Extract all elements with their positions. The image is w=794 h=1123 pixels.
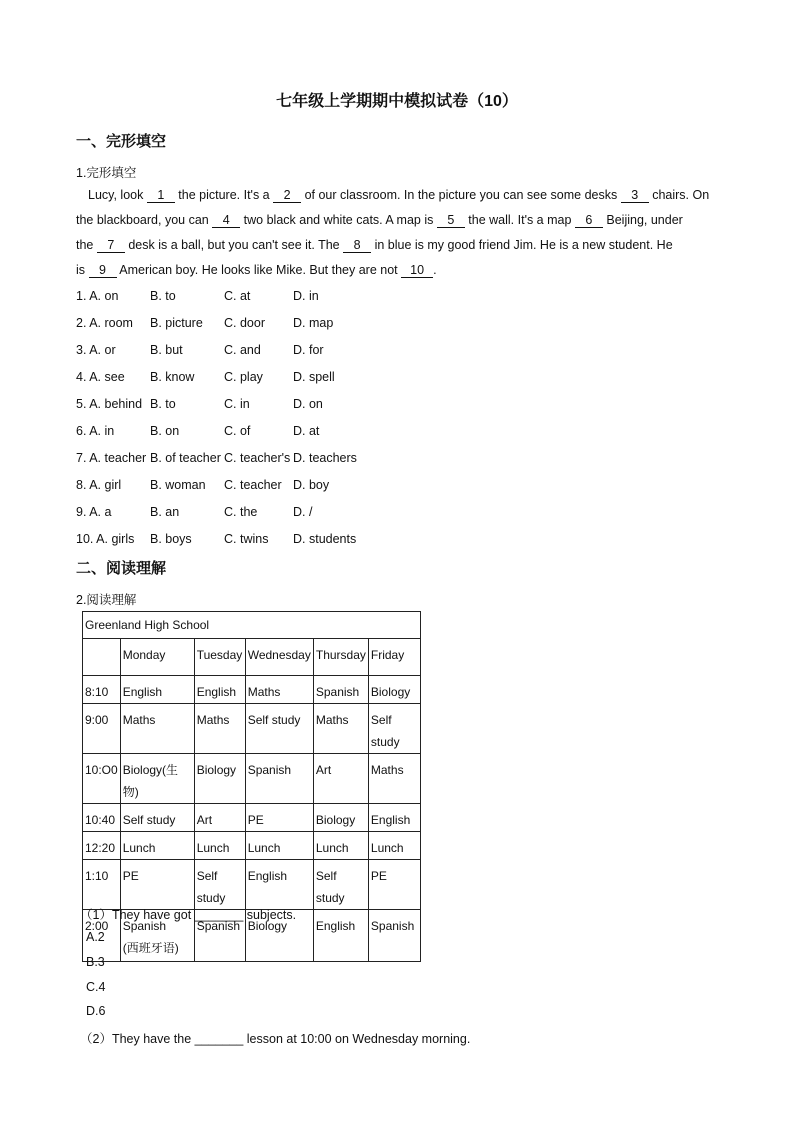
schedule-row bbox=[83, 704, 421, 754]
schedule-subject-cell: Self study bbox=[245, 704, 313, 754]
schedule-subject-cell: Maths bbox=[245, 676, 313, 704]
option-b: B. boys bbox=[150, 532, 192, 546]
question-label-reading: 2.阅读理解 bbox=[76, 593, 137, 607]
passage-text: the picture. It's a bbox=[174, 188, 274, 202]
option-b: B. of teacher bbox=[150, 451, 221, 465]
passage-text: the bbox=[76, 238, 97, 252]
schedule-time-cell: 10:O0 bbox=[83, 754, 121, 804]
option-b: B. to bbox=[150, 397, 176, 411]
option-d: D. students bbox=[293, 532, 357, 546]
blank-number: 1 bbox=[147, 189, 175, 203]
schedule-row bbox=[83, 754, 421, 804]
schedule-subject-cell: Lunch bbox=[245, 832, 313, 860]
schedule-subject-cell: Lunch bbox=[194, 832, 245, 860]
option-b: B. know bbox=[150, 370, 195, 384]
schedule-subject-cell: Biology bbox=[368, 676, 420, 704]
schedule-subject-cell: Art bbox=[194, 804, 245, 832]
schedule-subject-cell: Lunch bbox=[368, 832, 420, 860]
option-b: B. to bbox=[150, 289, 176, 303]
question-1-choice-b: B.3 bbox=[86, 955, 105, 969]
option-c: C. door bbox=[224, 316, 265, 330]
schedule-subject-cell: PE bbox=[368, 860, 420, 910]
option-c: C. play bbox=[224, 370, 263, 384]
option-a: 10. A. girls bbox=[76, 532, 135, 546]
schedule-subject-cell: English bbox=[368, 804, 420, 832]
blank-number: 4 bbox=[212, 214, 240, 228]
option-c: C. teacher's bbox=[224, 451, 291, 465]
schedule-subject-cell: Biology bbox=[313, 804, 368, 832]
option-a: 5. A. behind bbox=[76, 397, 143, 411]
schedule-subject-cell: Maths bbox=[368, 754, 420, 804]
option-c: C. in bbox=[224, 397, 250, 411]
blank-number: 10 bbox=[401, 264, 433, 278]
passage-text: the blackboard, you can bbox=[76, 213, 213, 227]
passage-text: chairs. On bbox=[648, 188, 710, 202]
option-a: 3. A. or bbox=[76, 343, 116, 357]
passage-text: . bbox=[433, 263, 437, 277]
schedule-subject-cell: Biology bbox=[194, 754, 245, 804]
schedule-row bbox=[83, 676, 421, 704]
page-title: 七年级上学期期中模拟试卷（10） bbox=[276, 93, 518, 110]
schedule-subject-cell: Self study bbox=[313, 860, 368, 910]
section-heading-reading: 二、阅读理解 bbox=[76, 560, 167, 577]
option-d: D. on bbox=[293, 397, 323, 411]
option-b: B. but bbox=[150, 343, 183, 357]
schedule-time-cell: 8:10 bbox=[83, 676, 121, 704]
option-b: B. woman bbox=[150, 478, 206, 492]
blank-number: 7 bbox=[97, 239, 125, 253]
passage-text: of our classroom. In the picture you can see some desks bbox=[301, 188, 621, 202]
option-c: C. teacher bbox=[224, 478, 282, 492]
option-a: 6. A. in bbox=[76, 424, 115, 438]
schedule-subject-cell: Spanish bbox=[368, 910, 420, 962]
option-d: D. boy bbox=[293, 478, 330, 492]
option-a: 2. A. room bbox=[76, 316, 133, 330]
option-d: D. for bbox=[293, 343, 324, 357]
passage-text: desk is a ball, but you can't see it. The bbox=[124, 238, 344, 252]
schedule-day-header: Tuesday bbox=[194, 639, 245, 676]
passage-line bbox=[76, 263, 437, 278]
blank-number: 2 bbox=[273, 189, 301, 203]
schedule-day-header: Thursday bbox=[313, 639, 368, 676]
schedule-subject-cell: Maths bbox=[194, 704, 245, 754]
schedule-subject-cell: Spanish bbox=[313, 676, 368, 704]
schedule-time-cell: 10:40 bbox=[83, 804, 121, 832]
schedule-subject-cell: Maths bbox=[120, 704, 194, 754]
schedule-subject-cell: Maths bbox=[313, 704, 368, 754]
passage-line bbox=[76, 213, 683, 228]
option-c: C. at bbox=[224, 289, 251, 303]
option-c: C. and bbox=[224, 343, 261, 357]
schedule-time-cell: 12:20 bbox=[83, 832, 121, 860]
schedule-subject-cell: English bbox=[194, 676, 245, 704]
passage-text: is bbox=[76, 263, 89, 277]
schedule-subject-cell: Self study bbox=[194, 860, 245, 910]
schedule-subject-cell: PE bbox=[120, 860, 194, 910]
schedule-subject-cell: English bbox=[313, 910, 368, 962]
schedule-subject-cell: Spanish (西班牙语) bbox=[120, 910, 194, 962]
question-2-text: （2）They have the _______ lesson at 10:00 on Wednesday morning. bbox=[80, 1032, 471, 1046]
schedule-time-cell: 9:00 bbox=[83, 704, 121, 754]
blank-number: 3 bbox=[621, 189, 649, 203]
schedule-subject-cell: Biology(生物) bbox=[120, 754, 194, 804]
schedule-row bbox=[83, 860, 421, 910]
option-a: 9. A. a bbox=[76, 505, 112, 519]
passage-text: in blue is my good friend Jim. He is a new student. He bbox=[371, 238, 673, 252]
schedule-time-cell: 2:00 bbox=[83, 910, 121, 962]
schedule-subject-cell: Self study bbox=[120, 804, 194, 832]
schedule-subject-cell: Lunch bbox=[120, 832, 194, 860]
option-d: D. in bbox=[293, 289, 319, 303]
section-heading-cloze: 一、完形填空 bbox=[76, 133, 167, 150]
schedule-caption: Greenland High School bbox=[83, 612, 421, 639]
passage-text: the wall. It's a map bbox=[464, 213, 575, 227]
option-d: D. teachers bbox=[293, 451, 357, 465]
schedule-subject-cell: PE bbox=[245, 804, 313, 832]
passage-text: Beijing, under bbox=[602, 213, 683, 227]
option-a: 1. A. on bbox=[76, 289, 119, 303]
blank-number: 6 bbox=[575, 214, 603, 228]
option-c: C. of bbox=[224, 424, 251, 438]
option-a: 8. A. girl bbox=[76, 478, 122, 492]
option-d: D. spell bbox=[293, 370, 335, 384]
option-d: D. / bbox=[293, 505, 313, 519]
schedule-header-row bbox=[83, 639, 421, 676]
passage-text: two black and white cats. A map is bbox=[240, 213, 437, 227]
schedule-day-header: Friday bbox=[368, 639, 420, 676]
option-c: C. the bbox=[224, 505, 258, 519]
schedule-subject-cell: Spanish bbox=[194, 910, 245, 962]
option-b: B. picture bbox=[150, 316, 203, 330]
option-d: D. map bbox=[293, 316, 334, 330]
schedule-subject-cell: English bbox=[120, 676, 194, 704]
option-a: 7. A. teacher bbox=[76, 451, 147, 465]
question-label-cloze: 1.完形填空 bbox=[76, 166, 137, 180]
question-1-choice-a: A.2 bbox=[86, 930, 105, 944]
passage-line bbox=[76, 238, 673, 253]
schedule-row bbox=[83, 832, 421, 860]
question-1-text: （1）They have got _______ subjects. bbox=[80, 908, 297, 922]
schedule-subject-cell: Biology bbox=[245, 910, 313, 962]
schedule-time-cell: 1:10 bbox=[83, 860, 121, 910]
option-a: 4. A. see bbox=[76, 370, 125, 384]
option-b: B. on bbox=[150, 424, 180, 438]
blank-number: 9 bbox=[89, 264, 117, 278]
passage-text: Lucy, look bbox=[88, 188, 147, 202]
blank-number: 5 bbox=[437, 214, 465, 228]
passage-text: American boy. He looks like Mike. But they are not bbox=[116, 263, 402, 277]
schedule-subject-cell: Art bbox=[313, 754, 368, 804]
question-1-choice-c: C.4 bbox=[86, 980, 106, 994]
schedule-subject-cell: English bbox=[245, 860, 313, 910]
schedule-day-header: Wednesday bbox=[245, 639, 313, 676]
passage-line bbox=[88, 188, 709, 203]
schedule-subject-cell: Spanish bbox=[245, 754, 313, 804]
schedule-day-header bbox=[83, 639, 121, 676]
schedule-subject-cell: Lunch bbox=[313, 832, 368, 860]
option-c: C. twins bbox=[224, 532, 269, 546]
question-1-choice-d: D.6 bbox=[86, 1004, 106, 1018]
schedule-row bbox=[83, 804, 421, 832]
option-b: B. an bbox=[150, 505, 180, 519]
option-d: D. at bbox=[293, 424, 320, 438]
blank-number: 8 bbox=[343, 239, 371, 253]
schedule-day-header: Monday bbox=[120, 639, 194, 676]
schedule-subject-cell: Self study bbox=[368, 704, 420, 754]
